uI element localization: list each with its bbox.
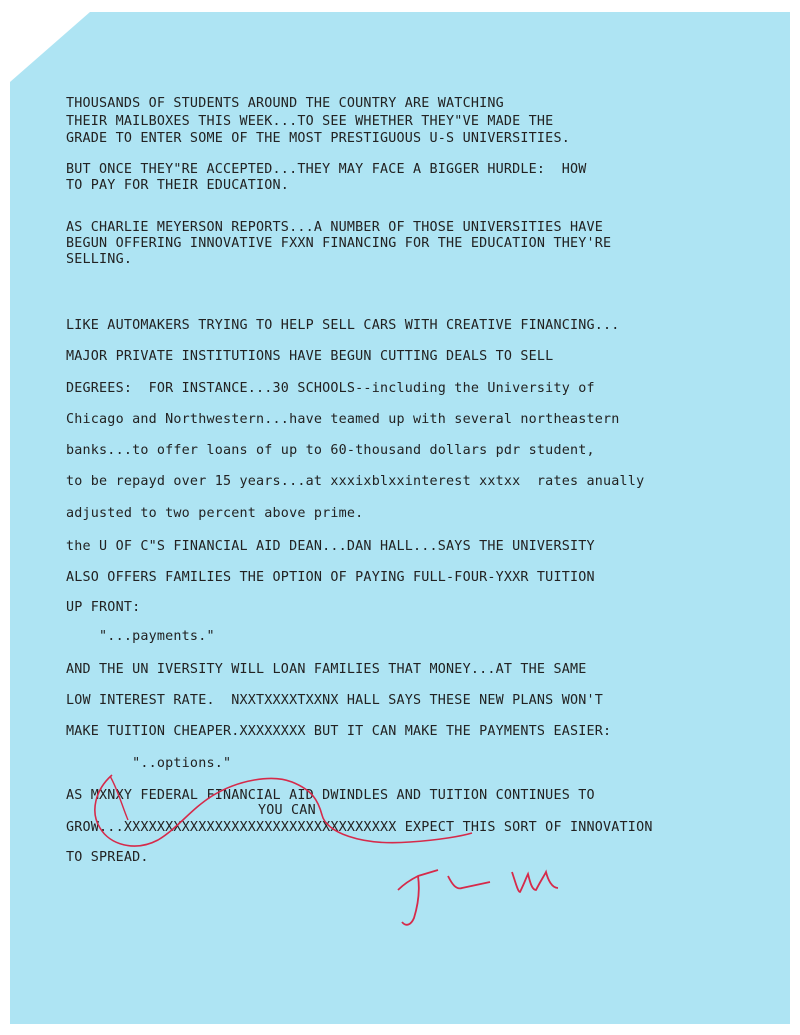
intro-line-2: THEIR MAILBOXES THIS WEEK...TO SEE WHETHER THEY"VE MADE THE (66, 114, 554, 129)
body-line-18: TO SPREAD. (66, 850, 149, 865)
body-line-4: Chicago and Northwestern...have teamed up with several northeastern (66, 412, 620, 427)
body-line-6: to be repayd over 15 years...at xxxixblxxinterest xxtxx rates anually (66, 474, 645, 489)
body-line-3: DEGREES: FOR INSTANCE...30 SCHOOLS--including the University of (66, 381, 595, 396)
intro-line-8: SELLING. (66, 252, 133, 267)
intro-line-3: GRADE TO ENTER SOME OF THE MOST PRESTIGUOUS U-S UNIVERSITIES. (66, 131, 570, 146)
body-line-9: ALSO OFFERS FAMILIES THE OPTION OF PAYING FULL-FOUR-YXXR TUITION (66, 570, 595, 585)
body-line-13: LOW INTEREST RATE. NXXTXXXXTXXNX HALL SAYS THESE NEW PLANS WON'T (66, 693, 604, 708)
body-line-14: MAKE TUITION CHEAPER.XXXXXXXX BUT IT CAN MAKE THE PAYMENTS EASIER: (66, 724, 612, 739)
body-line-15: "..options." (66, 756, 232, 771)
body-line-2: MAJOR PRIVATE INSTITUTIONS HAVE BEGUN CUTTING DEALS TO SELL (66, 349, 554, 364)
interlinear-insert: YOU CAN (258, 803, 316, 818)
body-line-10: UP FRONT: (66, 600, 141, 615)
intro-line-4: BUT ONCE THEY"RE ACCEPTED...THEY MAY FACE A BIGGER HURDLE: HOW (66, 162, 587, 177)
body-line-11: "...payments." (66, 629, 215, 644)
body-line-12: AND THE UN IVERSITY WILL LOAN FAMILIES THAT MONEY...AT THE SAME (66, 662, 587, 677)
body-line-1: LIKE AUTOMAKERS TRYING TO HELP SELL CARS WITH CREATIVE FINANCING... (66, 318, 620, 333)
body-line-7: adjusted to two percent above prime. (66, 506, 364, 521)
body-line-8: the U OF C"S FINANCIAL AID DEAN...DAN HALL...SAYS THE UNIVERSITY (66, 539, 595, 554)
folded-corner (10, 12, 90, 82)
body-line-17: GROW...XXXXXXXXXXXXXXXXXXXXXXXXXXXXXXXXX EXPECT THIS SORT OF INNOVATION (66, 820, 653, 835)
intro-line-1: THOUSANDS OF STUDENTS AROUND THE COUNTRY ARE WATCHING (66, 96, 504, 111)
intro-line-7: BEGUN OFFERING INNOVATIVE FXXN FINANCING FOR THE EDUCATION THEY'RE (66, 236, 612, 251)
intro-line-6: AS CHARLIE MEYERSON REPORTS...A NUMBER OF THOSE UNIVERSITIES HAVE (66, 220, 604, 235)
body-line-16: AS MXNXY FEDERAL FINANCIAL AID DWINDLES AND TUITION CONTINUES TO (66, 788, 595, 803)
body-line-5: banks...to offer loans of up to 60-thousand dollars pdr student, (66, 443, 595, 458)
intro-line-5: TO PAY FOR THEIR EDUCATION. (66, 178, 290, 193)
